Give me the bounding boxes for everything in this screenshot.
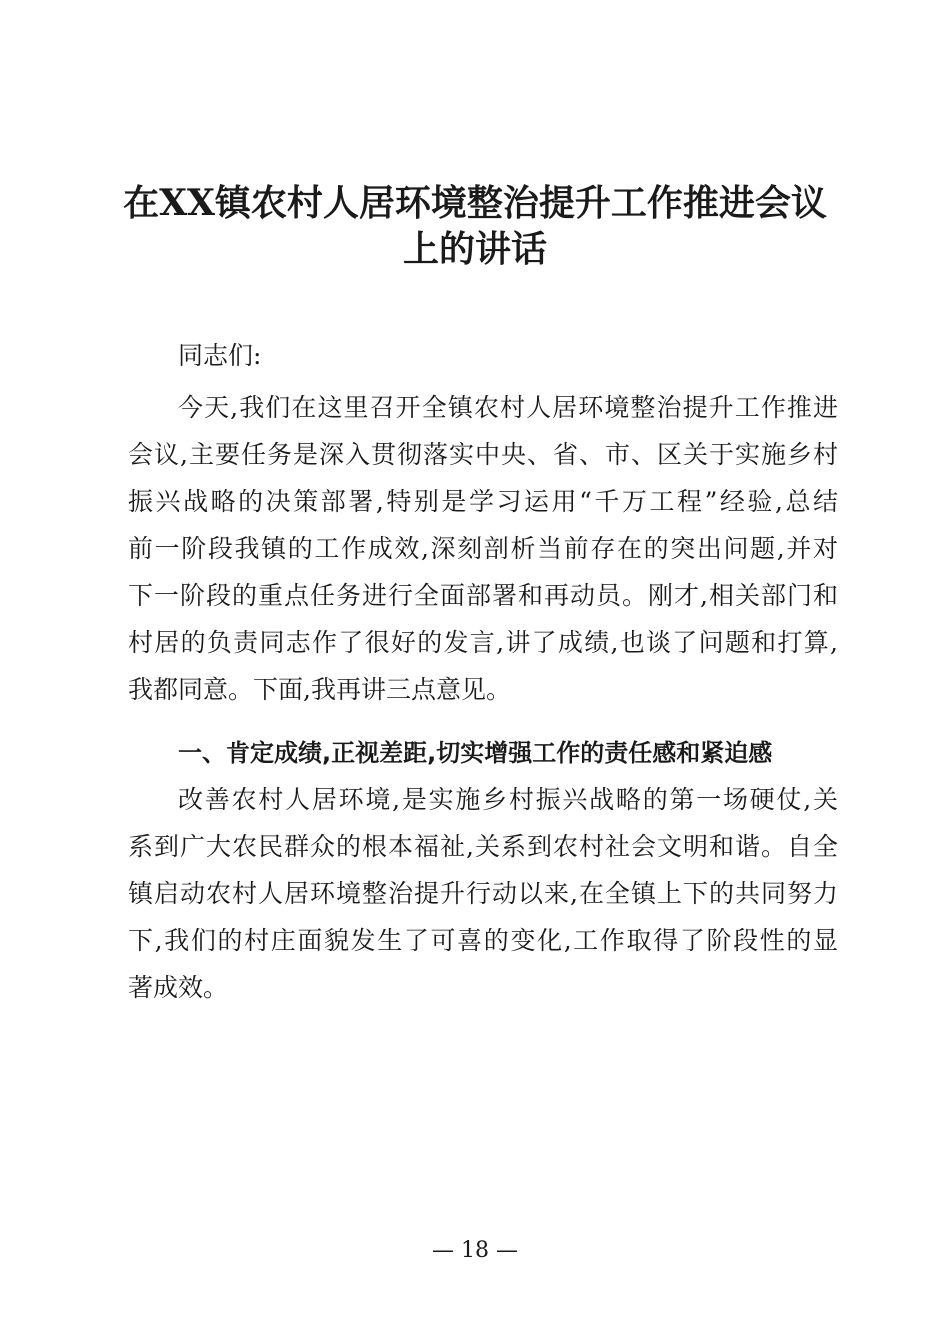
title-line-2: 上的讲话 — [402, 228, 547, 270]
paragraph-1-line: 振兴战略的决策部署,特别是学习运用“千万工程”经验,总结 — [128, 487, 838, 516]
salutation: 同志们: — [178, 341, 262, 370]
paragraph-2-line: 系到广大农民群众的根本福祉,关系到农村社会文明和谐。自全 — [128, 832, 838, 861]
paragraph-1-line: 下一阶段的重点任务进行全面部署和再动员。刚才,相关部门和 — [128, 581, 838, 610]
title-line-1: 在XX镇农村人居环境整治提升工作推进会议 — [123, 182, 827, 224]
page-number: — 18 — — [432, 1238, 518, 1263]
paragraph-1-line: 前一阶段我镇的工作成效,深刻剖析当前存在的突出问题,并对 — [128, 534, 838, 563]
paragraph-2-line: 著成效。 — [128, 973, 229, 1002]
document-title-continued — [100, 224, 850, 274]
paragraph-1-line: 村居的负责同志作了很好的发言,讲了成绩,也谈了问题和打算, — [128, 628, 838, 657]
section-heading-1: 一、肯定成绩,正视差距,切实增强工作的责任感和紧迫感 — [178, 739, 773, 767]
paragraph-2-line: 下,我们的村庄面貌发生了可喜的变化,工作取得了阶段性的显 — [128, 926, 838, 955]
paragraph-2-line: 改善农村人居环境,是实施乡村振兴战略的第一场硬仗,关 — [178, 785, 838, 814]
paragraph-1-line: 我都同意。下面,我再讲三点意见。 — [128, 675, 511, 704]
paragraph-2-line: 镇启动农村人居环境整治提升行动以来,在全镇上下的共同努力 — [128, 879, 838, 908]
document-title — [100, 178, 850, 228]
paragraph-1-line: 今天,我们在这里召开全镇农村人居环境整治提升工作推进 — [178, 393, 838, 422]
paragraph-1-line: 会议,主要任务是深入贯彻落实中央、省、市、区关于实施乡村 — [128, 440, 838, 469]
